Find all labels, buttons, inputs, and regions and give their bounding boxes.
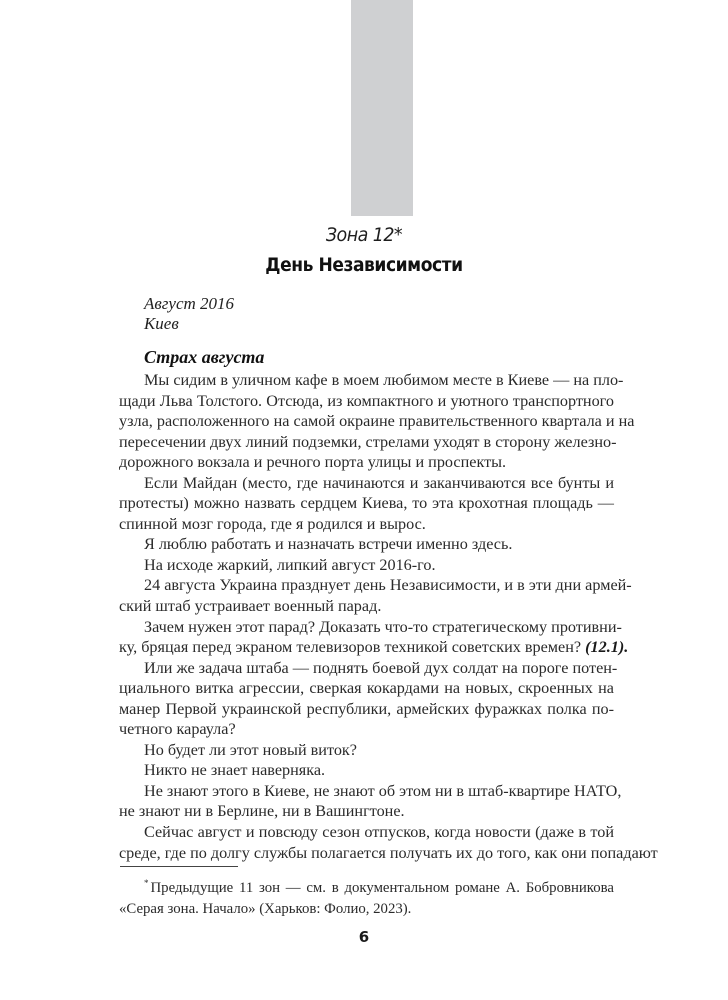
text-line: Сейчас август и повсюду сезон отпусков, когда новости (даже в той [144, 823, 614, 842]
footnote-divider [120, 866, 238, 867]
cross-reference: (12.1). [585, 638, 629, 657]
footnote-text: «Серая зона. Начало» (Харьков: Фолио, 2023). [119, 901, 412, 917]
paragraph [119, 555, 614, 576]
paragraph [119, 370, 635, 473]
text-line: Зачем нужен этот парад? Доказать что-то стратегическому противни- [144, 617, 622, 636]
text-line: не знают ни в Берлине, ни в Вашингтоне. [119, 802, 405, 821]
text-line: манер Первой украинской республики, армейских фуражках полка по- [119, 699, 614, 718]
paragraph [119, 473, 614, 535]
text-line: Или же задача штаба — поднять боевой дух солдат на пороге потен- [144, 658, 618, 677]
page-number: 6 [358, 928, 370, 946]
paragraph [119, 740, 614, 761]
body-text [119, 370, 658, 863]
zone-label: Зона 12* [325, 224, 403, 246]
text-line: протесты) можно назвать сердцем Киева, то эта крохотная площадь — [119, 494, 614, 513]
footnote [119, 873, 614, 920]
paragraph [119, 534, 614, 555]
paragraph [119, 781, 622, 822]
text-line: Я люблю работать и назначать встречи именно здесь. [144, 535, 513, 554]
paragraph [119, 760, 614, 781]
dateline [144, 294, 234, 334]
text-line: четного караула? [119, 720, 236, 739]
chapter-title: День Независимости [265, 254, 463, 276]
text-line: Но будет ли этот новый виток? [144, 740, 357, 759]
text-line: ку, бряцая перед экраном телевизоров техникой советских времен? (12.1). [119, 638, 629, 657]
footnote-marker: * [144, 878, 149, 888]
footnote-text: Предыдущие 11 зон — см. в документальном романе А. Бобровникова [150, 880, 614, 896]
text-line: Не знают этого в Киеве, не знают об этом ни в штаб-квартире НАТО, [144, 781, 622, 800]
footnote-line [119, 873, 614, 899]
paragraph [119, 575, 632, 616]
paragraph [119, 617, 629, 658]
dateline-place: Киев [144, 314, 179, 333]
text-line: среде, где по долгу службы полагается получать их до того, как они попадают [119, 843, 658, 862]
text-line: циального витка агрессии, сверкая кокардами на новых, скроенных на [119, 679, 614, 698]
text-line: щади Льва Толстого. Отсюда, из компактного и уютного транспортного [119, 391, 614, 410]
text-line: Никто не знает наверняка. [144, 761, 326, 780]
zone-marker-bar [351, 0, 413, 216]
text-line: дорожного вокзала и речного порта улицы и проспекты. [119, 453, 507, 472]
text-line: пересечении двух линий подземки, стрелами уходят в сторону железно- [119, 432, 617, 451]
text-line: 24 августа Украина празднует день Независимости, и в эти дни армей- [144, 576, 632, 595]
text-line: ский штаб устраивает военный парад. [119, 597, 382, 616]
text-line: спинной мозг города, где я родился и вырос. [119, 514, 426, 533]
text-line: Если Майдан (место, где начинаются и заканчиваются все бунты и [144, 473, 614, 492]
paragraph [119, 822, 658, 863]
paragraph [119, 658, 618, 740]
text-line: Мы сидим в уличном кафе в моем любимом месте в Киеве — на пло- [144, 371, 624, 389]
text-line: На исходе жаркий, липкий август 2016-го. [144, 555, 436, 574]
section-title: Страх августа [144, 347, 265, 367]
footnote-line [119, 899, 614, 920]
text-line: узла, расположенного на самой окраине правительственного квартала и на [119, 412, 635, 431]
dateline-date: Август 2016 [144, 294, 235, 313]
